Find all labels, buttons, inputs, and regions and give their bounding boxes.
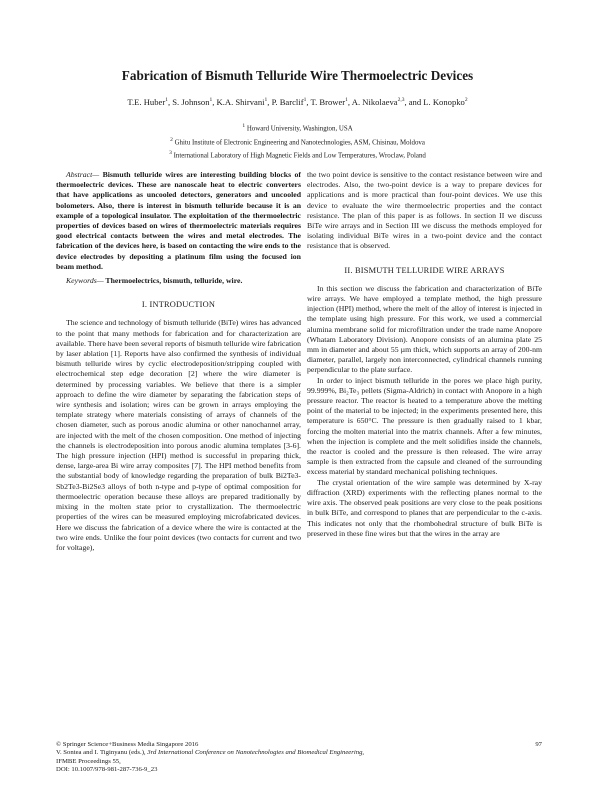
author: T. Brower$^1$, xyxy=(310,97,352,107)
body-paragraph: In order to inject bismuth telluride in the pores we place high purity, 99.999%, Bi₂Te₃ pellets (Sigma-Aldrich) in contact with Anopore in a high pressure reactor. The reactor is heated to a temperature above the melting point of the material to be injected; in the experiments presented here, this temperature is 650°C. The pressure is then gradually raised to 1 kbar, forcing the molten material into the matrix channels. After a few minutes, when the injection is complete and the melt solidifies inside the channels, the reactor is cooled and the pressure is then released. The wire array sample is then extracted from the capsule and cleaned of the surrounding excess material by standard mechanical polishing techniques. xyxy=(307,375,542,477)
series: IFMBE Proceedings 55, xyxy=(56,757,121,765)
left-column xyxy=(56,170,301,553)
abstract: Abstract— Bismuth telluride wires are interesting building blocks of thermoelectric devices. These are nanoscale heat to electric converters that have applications as uncooled detectors, generators and uncooled bolometers. Also, there is interest in bismuth telluride because it is an example of a topological insulator. The exploitation of the thermoelectric properties of devices based on wires of thermoelectric materials requires good electrical contacts between the wires and metal electrodes. The fabrication of the devices here, is based on contacting the wire ends to the device electrodes by depositing a platinum film using the focused ion beam method. xyxy=(56,170,302,271)
right-column xyxy=(307,170,542,539)
copyright: © Springer Science+Business Media Singapore 2016 xyxy=(56,741,199,748)
section-heading-wire-arrays: II. BISMUTH TELLURIDE WIRE ARRAYS xyxy=(344,265,505,275)
page-number: 97 xyxy=(535,741,542,748)
page-footer xyxy=(56,741,542,775)
body-paragraph: the two point device is sensitive to the contact resistance between wire and electrodes. Also, the two-point device is a way to prepare devices for applications and is more practical than four-point devices. We use this device to evaluate the wire thermoelectric properties and the contact resistance. The plan of this paper is as follows. In section II we discuss BiTe wire arrays and in Section III we discuss the methods employed for isolating individual BiTe wires in a two-point device and the contact resistance that is observed. xyxy=(307,170,542,251)
author: T.E. Huber$^1$, xyxy=(127,97,173,107)
body-paragraph: The crystal orientation of the wire sample was determined by X-ray diffraction (XRD) experiments with the reflecting planes normal to the wire axis. The observed peak positions are very close to the peak positions in bulk BiTe, and correspond to planes that are perpendicular to the c-axis. This indicates not only that the rhombohedral structure of bulk BiTe is preserved in these fine wires but that the wires in the array are xyxy=(307,477,542,538)
author: S. Johnson$^1$, xyxy=(172,97,217,107)
doi: DOI: 10.1007/978-981-287-736-9_23 xyxy=(56,766,158,774)
affiliations xyxy=(0,121,595,162)
author: L. Konopko$^2$ xyxy=(423,97,468,107)
author: A. Nikolaeva$^{2,3}$, and xyxy=(351,97,424,107)
body-paragraph: In this section we discuss the fabrication and characterization of BiTe wire arrays. We have employed a template method, the high pressure injection (HPI) method, where the melt of the alloy of interest is injected in the template using high pressure. For this work, we used a commercial alumina membrane solid for microfiltration under the trade name Anopore (Whatam Laboratory Division). Anopore consists of an alumina plate 25 mm in diameter and about 55 µm thick, which supports an array of 200-nm diameter, parallel, largely non interconnected, cylindrical channels running perpendicular to the plate surface. xyxy=(307,283,542,375)
keywords: Keywords— Thermoelectrics, bismuth, telluride, wire. xyxy=(66,276,243,286)
affiliation: $^3$ International Laboratory of High Magnetic Fields and Low Temperatures, Wroclaw, Poland xyxy=(169,150,426,160)
paper-title: Fabrication of Bismuth Telluride Wire Thermoelectric Devices xyxy=(121,68,474,83)
author: P. Barclif$^1$, xyxy=(271,97,311,107)
affiliation: $^2$ Ghitu Institute of Electronic Engineering and Nanotechnologies, ASM, Chisinau, Moldova xyxy=(170,136,425,146)
body-paragraph: The science and technology of bismuth telluride (BiTe) wires has advanced to the point that many methods for fabrication and for characterization are available. There have been several reports of bismuth telluride wire fabrication by laser ablation [1]. Reports have also confirmed the synthesis of individual bismuth telluride wires by cyclic electrodeposition/stripping coupled with electrochemical step edge decoration [2] where the wire diameter is determined by processing variables. We believe that there is a simpler approach to define the wire diameter by separating the fabrication steps of wire synthesis and isolation; wires can be grown in arrays employing the template strategy where materials consisting of arrays of channels of the chosen diameter, such as porous anodic alumina or other nanochannel array, are injected with the melt of the chosen composition. One method of injecting the channels is electrodeposition into porous anodic alumina templates [3-6]. The high pressure injection (HPI) method is successful in preparing thick, dense, large-area Bi wire array composites [7]. The HPI method benefits from the substantial body of knowledge regarding the preparation of bulk Bi2Te3-Sb2Te3-Bi2Se3 alloys of both n-type and p-type of optimal composition for thermoelectric operation because these alloys are prepared traditionally by mixing in the molten state prior to crystallization. The thermoelectric properties of the wires can be measured employing microfabricated devices. Here we discuss the fabrication of a device where the wire is contacted at the two wire ends. Unlike the four point devices (two contacts for current and two for voltage), xyxy=(56,318,301,552)
author-list xyxy=(0,97,595,107)
citation-line: V. Sontea and I. Tiginyanu (eds.), 3rd International Conference on Nanotechnologies and Biomedical Engineering, xyxy=(56,749,365,757)
section-heading-introduction: I. INTRODUCTION xyxy=(141,300,216,310)
author: K.A. Shirvani$^1$, xyxy=(216,97,272,107)
affiliation: $^1$ Howard University, Washington, USA xyxy=(242,123,353,133)
